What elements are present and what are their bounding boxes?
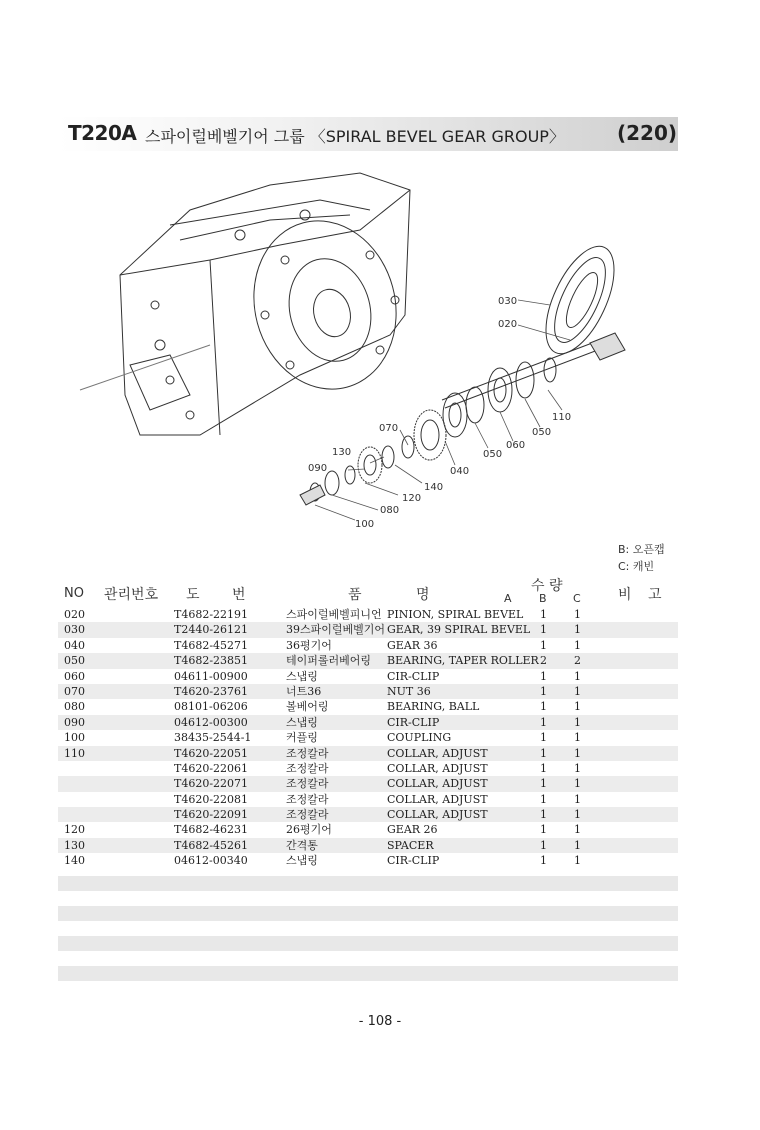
- row-part-number: 04612-00300: [174, 715, 248, 729]
- row-english-name: CIR-CLIP: [387, 669, 440, 683]
- row-part-number: T4682-45261: [174, 838, 249, 852]
- ball-bearing-illustration: [325, 471, 339, 495]
- empty-row-band: [58, 936, 678, 951]
- legend-c: C: 캐빈: [618, 560, 655, 573]
- callout-030: 030: [498, 296, 518, 307]
- row-qty-b: 1: [540, 838, 547, 852]
- row-qty-b: 2: [540, 654, 547, 668]
- header-qty-a: A: [504, 592, 512, 605]
- header-quantity: 수 량: [531, 578, 563, 594]
- table-row: [58, 730, 678, 745]
- row-english-name: BEARING, TAPER ROLLER: [387, 654, 539, 668]
- row-qty-b: 1: [540, 761, 547, 775]
- row-qty-c: 1: [574, 684, 581, 698]
- group-number: (220): [617, 121, 678, 145]
- row-english-name: SPACER: [387, 838, 434, 852]
- row-qty-b: 1: [540, 608, 547, 621]
- row-part-number: T4620-22071: [174, 777, 249, 791]
- legend: [618, 541, 665, 575]
- row-qty-b: 1: [540, 746, 547, 760]
- row-no: 020: [64, 608, 85, 621]
- row-qty-c: 2: [574, 654, 581, 668]
- row-qty-b: 1: [540, 777, 547, 791]
- row-qty-c: 1: [574, 731, 581, 745]
- row-part-number: T4620-22061: [174, 761, 249, 775]
- table-row: [58, 761, 678, 776]
- row-qty-c: 1: [574, 669, 581, 683]
- row-qty-b: 1: [540, 700, 547, 714]
- row-qty-b: 1: [540, 854, 547, 868]
- row-korean-name: 스냅링: [286, 854, 318, 868]
- header-qty-c: C: [573, 592, 581, 605]
- exploded-parts-diagram: [70, 165, 690, 540]
- table-row: [58, 715, 678, 730]
- row-no: 130: [64, 838, 85, 852]
- row-no: 090: [64, 715, 85, 729]
- row-qty-b: 1: [540, 684, 547, 698]
- row-part-number: T4620-22091: [174, 808, 249, 822]
- table-row: [58, 699, 678, 714]
- row-no: 110: [64, 746, 85, 760]
- model-code: T220A: [68, 121, 137, 145]
- header-no: NO: [64, 586, 84, 601]
- callout-130: 130: [332, 447, 352, 458]
- row-korean-name: 26평기어: [286, 823, 332, 837]
- row-korean-name: 스파이럴베벨피니언: [286, 608, 382, 621]
- row-korean-name: 간격통: [286, 838, 318, 852]
- row-no: 100: [64, 731, 85, 745]
- callout-090: 090: [308, 463, 328, 474]
- row-no: 030: [64, 623, 85, 637]
- table-row: [58, 684, 678, 699]
- table-row: [58, 853, 678, 868]
- row-korean-name: 조정칼라: [286, 761, 329, 775]
- header-part-name: 품 명: [348, 587, 430, 603]
- row-korean-name: 커플링: [286, 731, 318, 745]
- row-part-number: T4620-23761: [174, 684, 249, 698]
- callout-100: 100: [355, 519, 375, 530]
- row-part-number: 08101-06206: [174, 700, 248, 714]
- row-qty-b: 1: [540, 715, 547, 729]
- callout-060: 060: [506, 440, 526, 451]
- row-qty-c: 1: [574, 608, 581, 621]
- table-row: [58, 622, 678, 637]
- header-qty-b: B: [539, 592, 547, 605]
- table-row: [58, 669, 678, 684]
- callout-120: 120: [402, 493, 422, 504]
- row-korean-name: 스냅링: [286, 715, 318, 729]
- row-part-number: 38435-2544-1: [174, 731, 252, 745]
- row-english-name: BEARING, BALL: [387, 700, 480, 714]
- row-part-number: T2440-26121: [174, 623, 249, 637]
- table-row: [58, 746, 678, 761]
- row-qty-b: 1: [540, 623, 547, 637]
- row-part-number: T4620-22081: [174, 792, 249, 806]
- row-qty-c: 1: [574, 792, 581, 806]
- row-qty-c: 1: [574, 761, 581, 775]
- row-qty-c: 1: [574, 715, 581, 729]
- row-qty-c: 1: [574, 700, 581, 714]
- gear-36-illustration: [414, 410, 446, 460]
- callout-040: 040: [450, 466, 470, 477]
- callout-070: 070: [379, 423, 399, 434]
- row-english-name: GEAR, 39 SPIRAL BEVEL: [387, 623, 531, 637]
- row-korean-name: 테이퍼롤러베어링: [286, 654, 372, 668]
- spacer-illustration: [345, 466, 355, 484]
- callout-050: 050: [532, 427, 552, 438]
- table-row: [58, 838, 678, 853]
- row-qty-c: 1: [574, 777, 581, 791]
- row-korean-name: 조정칼라: [286, 777, 329, 791]
- row-english-name: COLLAR, ADJUST: [387, 746, 488, 760]
- row-qty-c: 1: [574, 838, 581, 852]
- row-english-name: CIR-CLIP: [387, 715, 440, 729]
- row-no: 120: [64, 823, 85, 837]
- row-korean-name: 조정칼라: [286, 792, 329, 806]
- row-english-name: GEAR 26: [387, 823, 438, 837]
- row-no: 050: [64, 654, 85, 668]
- table-row: [58, 822, 678, 837]
- row-part-number: T4682-46231: [174, 823, 249, 837]
- nut-illustration: [402, 436, 414, 458]
- callout-110: 110: [552, 412, 572, 423]
- row-english-name: COLLAR, ADJUST: [387, 761, 488, 775]
- coupling-illustration: [300, 485, 325, 505]
- header-mgmt-number: 관리번호: [104, 587, 159, 603]
- row-qty-b: 1: [540, 669, 547, 683]
- pinion-shaft-illustration: [442, 333, 625, 408]
- exploded-view-illustration: [70, 165, 690, 540]
- table-row: [58, 607, 678, 622]
- parts-table-body: [58, 607, 678, 869]
- legend-b: B: 오픈캡: [618, 543, 665, 556]
- page-number: - 108 -: [358, 1014, 402, 1029]
- row-korean-name: 볼베어링: [286, 700, 329, 714]
- row-part-number: 04612-00340: [174, 854, 248, 868]
- row-no: 040: [64, 638, 85, 652]
- row-qty-c: 1: [574, 808, 581, 822]
- bearing-illustration: [443, 393, 467, 437]
- row-part-number: T4620-22051: [174, 746, 249, 760]
- row-english-name: CIR-CLIP: [387, 854, 440, 868]
- table-row: [58, 792, 678, 807]
- group-title: 스파이럴베벨기어 그룹 〈SPIRAL BEVEL GEAR GROUP〉: [145, 127, 565, 146]
- row-qty-b: 1: [540, 638, 547, 652]
- gear-26-illustration: [358, 447, 382, 483]
- table-row: [58, 807, 678, 822]
- empty-row-band: [58, 876, 678, 891]
- table-row: [58, 776, 678, 791]
- row-part-number: T4682-22191: [174, 608, 249, 621]
- table-row: [58, 653, 678, 668]
- callout-080: 080: [380, 505, 400, 516]
- transmission-housing-illustration: [80, 173, 415, 435]
- row-qty-c: 1: [574, 746, 581, 760]
- row-korean-name: 39스파이럴베벨기어: [286, 623, 386, 637]
- row-qty-c: 1: [574, 638, 581, 652]
- row-english-name: COLLAR, ADJUST: [387, 777, 488, 791]
- row-qty-b: 1: [540, 808, 547, 822]
- row-part-number: 04611-00900: [174, 669, 248, 683]
- row-english-name: GEAR 36: [387, 638, 438, 652]
- row-korean-name: 조정칼라: [286, 808, 329, 822]
- row-part-number: T4682-23851: [174, 654, 249, 668]
- row-korean-name: 36평기어: [286, 638, 332, 652]
- header-remarks: 비 고: [618, 587, 662, 603]
- row-english-name: PINION, SPIRAL BEVEL: [387, 608, 524, 621]
- empty-table-rows: [58, 876, 678, 981]
- row-english-name: COLLAR, ADJUST: [387, 808, 488, 822]
- row-english-name: COLLAR, ADJUST: [387, 792, 488, 806]
- row-english-name: COUPLING: [387, 731, 452, 745]
- circlip-illustration: [466, 387, 484, 423]
- callout-020: 020: [498, 319, 518, 330]
- row-part-number: T4682-45271: [174, 638, 249, 652]
- row-qty-b: 1: [540, 792, 547, 806]
- empty-row-band: [58, 906, 678, 921]
- row-no: 140: [64, 854, 85, 868]
- row-english-name: NUT 36: [387, 684, 431, 698]
- row-qty-b: 1: [540, 731, 547, 745]
- row-no: 070: [64, 684, 85, 698]
- row-qty-c: 1: [574, 854, 581, 868]
- row-qty-c: 1: [574, 823, 581, 837]
- row-no: 060: [64, 669, 85, 683]
- callout-140: 140: [424, 482, 444, 493]
- empty-row-band: [58, 966, 678, 981]
- row-qty-b: 1: [540, 823, 547, 837]
- row-korean-name: 스냅링: [286, 669, 318, 683]
- row-korean-name: 조정칼라: [286, 746, 329, 760]
- row-no: 080: [64, 700, 85, 714]
- table-row: [58, 638, 678, 653]
- callout-050: 050: [483, 449, 503, 460]
- header-drawing-number: 도 번: [186, 587, 246, 603]
- row-qty-c: 1: [574, 623, 581, 637]
- row-korean-name: 너트36: [286, 684, 322, 698]
- parts-table-header: [58, 579, 678, 607]
